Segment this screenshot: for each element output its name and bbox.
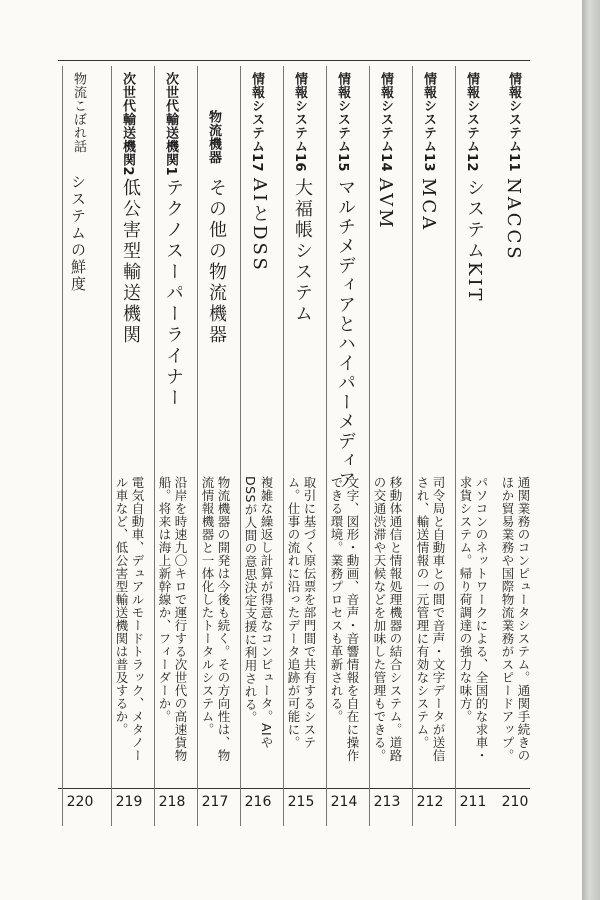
entry-title: 低公害型輸送機関 <box>120 178 141 346</box>
toc-entry[interactable] <box>369 66 404 826</box>
entry-category: 物流機器 <box>206 110 221 164</box>
entry-description-line: 通関業務のコンピュータシステム。通関手続きの <box>516 476 531 762</box>
entry-category: 情報システム11 <box>506 72 521 173</box>
entry-description-line: され、輸送情報の一元管理に有効なシステム。 <box>415 476 430 749</box>
page-number: 210 <box>501 794 529 810</box>
page-number: 211 <box>459 794 487 810</box>
toc-entry[interactable] <box>455 66 490 826</box>
entry-title: システムの鮮度 <box>69 174 87 293</box>
page-number: 218 <box>158 794 186 810</box>
page-number: 215 <box>287 794 315 810</box>
entry-description-line: の交通渋滞や天候などを加味した管理もできる。 <box>372 476 387 762</box>
page-number: 212 <box>416 794 444 810</box>
entry-title: AVM <box>375 178 396 231</box>
entry-description-line: ム。仕事の流れに沿ったデータ追跡が可能に。 <box>286 476 301 749</box>
entry-description-line: パソコンのネットワークによる、全国的な求車・ <box>474 476 489 762</box>
entry-description-line: 流情報機器と一体化したトータルシステム。 <box>200 476 215 736</box>
toc-entry[interactable] <box>412 66 447 826</box>
entry-title: MCA <box>418 178 439 233</box>
entry-description-line: 船。将来は海上新幹線か、フィーダーか。 <box>157 476 172 723</box>
page-edge <box>582 0 600 900</box>
entry-category: 情報システム14 <box>378 72 393 173</box>
entry-category: 次世代輸送機関2 <box>120 72 135 177</box>
entry-description-line: 沿岸を時速九〇キロで運行する次世代の高速貨物 <box>173 476 188 762</box>
entry-title: 大福帳システム <box>292 178 313 325</box>
entry-description-line: 取引に基づく原伝票を部門間で共有するシステ <box>302 476 317 749</box>
entry-title: マルチメディアとハイパーメディア <box>335 178 356 490</box>
toc-entry[interactable] <box>240 66 275 826</box>
entry-title: その他の物流機器 <box>206 178 227 346</box>
toc-entry[interactable] <box>62 66 97 826</box>
toc-entry[interactable] <box>197 66 232 826</box>
entry-category: 情報システム16 <box>292 72 307 173</box>
toc-entry[interactable] <box>498 66 532 826</box>
entry-description-line: ル車など、低公害型輸送機関は普及するか。 <box>114 476 129 736</box>
toc-entry[interactable] <box>326 66 361 826</box>
page-number: 216 <box>244 794 272 810</box>
entry-category: 物流こぼれ話 <box>71 72 86 153</box>
page-number: 217 <box>201 794 229 810</box>
page-number: 214 <box>330 794 358 810</box>
page-number: 220 <box>66 794 94 810</box>
toc-entry[interactable] <box>154 66 189 826</box>
entry-category: 情報システム15 <box>335 72 350 173</box>
entry-category: 情報システム13 <box>421 72 436 173</box>
entry-category: 情報システム12 <box>464 72 479 173</box>
toc-entry[interactable] <box>111 66 146 826</box>
entry-description-line: 求貨システム。帰り荷調達の強力な味方。 <box>458 476 473 723</box>
top-rule <box>58 60 530 61</box>
entry-category: 情報システム17 <box>249 72 264 173</box>
entry-description-line: 複雑な繰返し計算が得意なコンピュータ。AIや <box>259 476 274 750</box>
entry-category: 次世代輸送機関1 <box>163 72 178 177</box>
entry-title: システムKIT <box>464 178 485 304</box>
entry-description-line: 文字、図形・動画、音声・音響情報を自在に操作 <box>345 476 360 762</box>
entry-title: AIとDSS <box>249 178 270 273</box>
entry-description-line: ほか貿易業務や国際物流業務がスピードアップ。 <box>500 476 515 762</box>
entry-title: テクノスーパーライナー <box>163 178 184 409</box>
entry-title: NACCS <box>503 178 524 262</box>
entry-description-line: 物流機器の開発は今後も続く。その方向性は、物 <box>216 476 231 762</box>
entry-description-line: DSSが人間の意思決定支援に利用される。 <box>243 476 258 724</box>
entry-description-line: 移動体通信と情報処理機器の結合システム。道路 <box>388 476 403 762</box>
entry-description-line: 電気自動車、デュアルモードトラック、メタノー <box>130 476 145 762</box>
toc-entry[interactable] <box>283 66 318 826</box>
entry-description-line: 司令局と自動車との間で音声・文字データが送信 <box>431 476 446 762</box>
page-number: 213 <box>373 794 401 810</box>
entry-description-line: できる環境。業務プロセスも革新される。 <box>329 476 344 723</box>
page-number: 219 <box>115 794 143 810</box>
